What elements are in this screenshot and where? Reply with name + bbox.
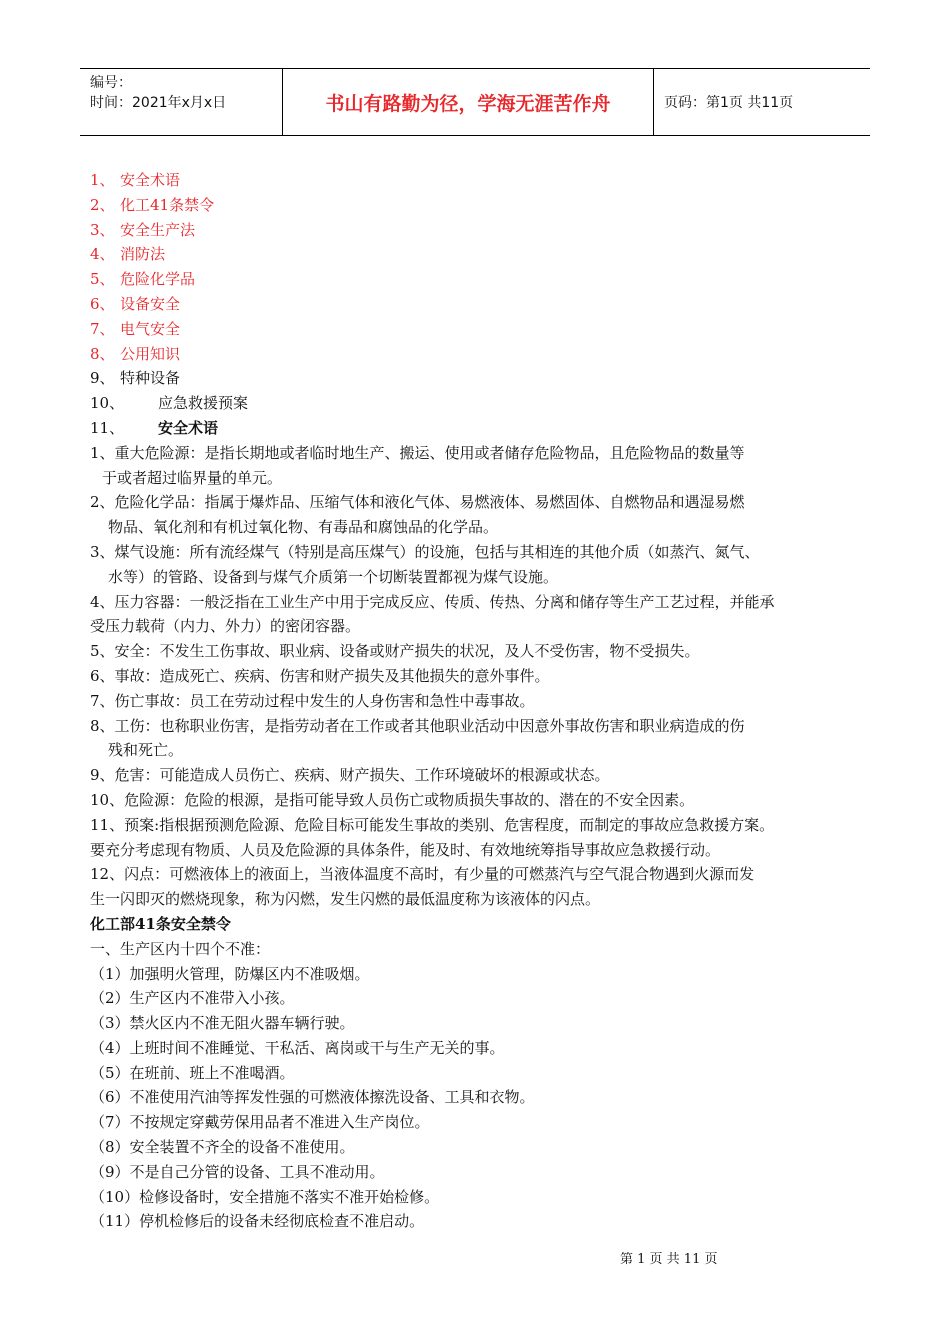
term-line: 物品、氧化剂和有机过氧化物、有毒品和腐蚀品的化学品。 bbox=[108, 518, 499, 537]
term-line: 6、事故：造成死亡、疾病、伤害和财产损失及其他损失的意外事件。 bbox=[90, 666, 550, 685]
header-motto: 书山有路勤为径，学海无涯苦作舟 bbox=[283, 69, 654, 135]
header-meta bbox=[80, 69, 283, 135]
term-line: 残和死亡。 bbox=[108, 741, 184, 760]
term-line: 12、闪点：可燃液体上的液面上，当液体温度不高时，有少量的可燃蒸汽与空气混合物遇到火源而发 bbox=[90, 865, 755, 884]
term-line: 于或者超过临界量的单元。 bbox=[102, 468, 283, 487]
rule-item: （10）检修设备时，安全措施不落实不准开始检修。 bbox=[90, 1187, 440, 1206]
toc-item: 10、 应急救援预案 bbox=[90, 394, 249, 413]
term-line: 受压力载荷（内力、外力）的密闭容器。 bbox=[90, 617, 361, 636]
document-body bbox=[90, 168, 870, 1234]
section-title: 化工部41条安全禁令 bbox=[90, 914, 231, 933]
section-subtitle: 一、生产区内十四个不准： bbox=[90, 939, 271, 958]
rule-item: （7）不按规定穿戴劳保用品者不准进入生产岗位。 bbox=[90, 1113, 430, 1132]
rule-item: （6）不准使用汽油等挥发性强的可燃液体擦洗设备、工具和衣物。 bbox=[90, 1088, 535, 1107]
term-line: 11、预案:指根据预测危险源、危险目标可能发生事故的类别、危害程度，而制定的事故应急救援方案。 bbox=[90, 815, 775, 834]
term-line: 水等）的管路、设备到与煤气介质第一个切断装置都视为煤气设施。 bbox=[108, 567, 559, 586]
date-label: 时间：2021年x月x日 bbox=[90, 95, 227, 111]
rule-item: （8）安全装置不齐全的设备不准使用。 bbox=[90, 1138, 355, 1157]
toc-item: 7、 电气安全 bbox=[90, 319, 181, 338]
toc-item: 5、 危险化学品 bbox=[90, 270, 196, 289]
toc-item: 8、 公用知识 bbox=[90, 344, 181, 363]
terms-section bbox=[90, 441, 870, 912]
term-line: 1、重大危险源：是指长期地或者临时地生产、搬运、使用或者储存危险物品，且危险物品的数量等 bbox=[90, 443, 745, 462]
term-line: 4、压力容器：一般泛指在工业生产中用于完成反应、传质、传热、分离和储存等生产工艺过程，并能承 bbox=[90, 592, 775, 611]
rule-item: （5）在班前、班上不准喝酒。 bbox=[90, 1063, 295, 1082]
toc-item: 4、 消防法 bbox=[90, 245, 166, 264]
prohibitions-section bbox=[90, 912, 870, 1234]
rule-item: （3）禁火区内不准无阻火器车辆行驶。 bbox=[90, 1014, 355, 1033]
rule-item: （9）不是自己分管的设备、工具不准动用。 bbox=[90, 1162, 385, 1181]
term-line: 3、煤气设施：所有流经煤气（特别是高压煤气）的设施，包括与其相连的其他介质（如蒸汽、氮气、 bbox=[90, 542, 760, 561]
toc-item: 2、 化工41条禁令 bbox=[90, 195, 215, 214]
term-line: 7、伤亡事故：员工在劳动过程中发生的人身伤害和急性中毒事故。 bbox=[90, 691, 535, 710]
code-label: 编号： bbox=[90, 75, 132, 91]
term-line: 9、危害：可能造成人员伤亡、疾病、财产损失、工作环境破坏的根源或状态。 bbox=[90, 766, 610, 785]
header-page-label: 页码：第1页 共11页 bbox=[664, 95, 794, 111]
rule-item: （2）生产区内不准带入小孩。 bbox=[90, 989, 295, 1008]
toc-item: 9、 特种设备 bbox=[90, 369, 181, 388]
page-footer: 第 1 页 共 11 页 bbox=[620, 1252, 718, 1267]
term-line: 5、安全：不发生工伤事故、职业病、设备或财产损失的状况，及人不受伤害，物不受损失。 bbox=[90, 642, 700, 661]
toc-item: 3、 安全生产法 bbox=[90, 220, 196, 239]
toc-item: 11、 安全术语 bbox=[90, 418, 219, 437]
table-of-contents bbox=[90, 168, 870, 441]
page-header bbox=[80, 68, 870, 136]
term-line: 8、工伤：也称职业伤害，是指劳动者在工作或者其他职业活动中因意外事故伤害和职业病造成的伤 bbox=[90, 716, 745, 735]
term-line: 要充分考虑现有物质、人员及危险源的具体条件，能及时、有效地统筹指导事故应急救援行动。 bbox=[90, 840, 721, 859]
term-line: 生一闪即灭的燃烧现象，称为闪燃，发生闪燃的最低温度称为该液体的闪点。 bbox=[90, 890, 601, 909]
toc-item: 6、 设备安全 bbox=[90, 294, 181, 313]
rule-item: （4）上班时间不准睡觉、干私活、离岗或干与生产无关的事。 bbox=[90, 1038, 505, 1057]
term-line: 10、危险源：危险的根源，是指可能导致人员伤亡或物质损失事故的、潜在的不安全因素。 bbox=[90, 790, 695, 809]
term-line: 2、危险化学品：指属于爆炸品、压缩气体和液化气体、易燃液体、易燃固体、自燃物品和遇湿易燃 bbox=[90, 493, 745, 512]
toc-item: 1、 安全术语 bbox=[90, 171, 181, 189]
rule-item: （1）加强明火管理，防爆区内不准吸烟。 bbox=[90, 964, 370, 983]
rule-item: （11）停机检修后的设备未经彻底检查不准启动。 bbox=[90, 1212, 425, 1231]
